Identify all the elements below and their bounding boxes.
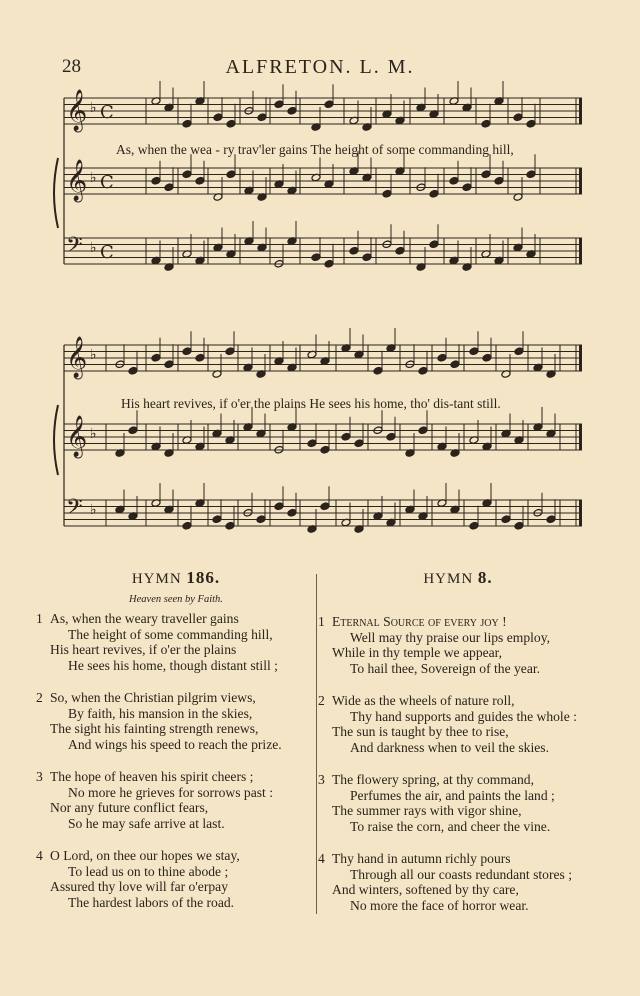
hymn-186-column — [36, 568, 316, 927]
verse-line — [36, 737, 316, 753]
verse-text: The height of some commanding hill, — [68, 626, 273, 642]
verse-number: 4 — [318, 851, 325, 866]
verse-line — [36, 658, 316, 674]
svg-text:C: C — [100, 102, 114, 123]
verse-text: And wings his speed to reach the prize. — [68, 736, 282, 752]
verse-text: The hardest labors of the road. — [68, 894, 235, 910]
verse-line — [318, 740, 598, 756]
verse-text: While in thy temple we appear, — [332, 645, 503, 660]
verse-line — [318, 724, 598, 740]
verse-line — [36, 848, 316, 864]
verse-text: The summer rays with vigor shine, — [332, 803, 522, 818]
verse — [36, 611, 316, 673]
verse-text: Wide as the wheels of nature roll, — [332, 693, 515, 708]
verse-text: To raise the corn, and cheer the vine. — [350, 818, 551, 834]
verse-text: Eternal Source of every joy ! — [332, 614, 507, 629]
verse-number: 4 — [36, 848, 43, 863]
verse-text: No more he grieves for sorrows past : — [68, 784, 273, 800]
verse-text: The sight his fainting strength renews, — [50, 721, 259, 736]
verse — [318, 614, 598, 676]
verse-line — [318, 693, 598, 709]
verse-line — [36, 690, 316, 706]
column-divider — [316, 574, 317, 914]
verse-text: And darkness when to veil the skies. — [350, 739, 549, 755]
verse-number: 2 — [36, 690, 43, 705]
verse — [36, 690, 316, 752]
svg-text:𝄞: 𝄞 — [66, 90, 88, 131]
verse-line — [318, 851, 598, 867]
verse — [318, 851, 598, 913]
verse-line — [36, 706, 316, 722]
verse-number: 3 — [36, 769, 43, 784]
verse-line — [318, 772, 598, 788]
hymn-186-title — [36, 568, 316, 588]
verse-text: Thy hand supports and guides the whole : — [350, 708, 577, 724]
verse-text: Nor any future conflict fears, — [50, 800, 209, 815]
hymn-186-number: 186. — [186, 568, 221, 587]
verse-number: 2 — [318, 693, 325, 708]
verse-text: Through all our coasts redundant stores ; — [350, 866, 572, 882]
verse-number: 3 — [318, 772, 325, 787]
svg-text:C: C — [100, 242, 114, 263]
verse-line — [36, 800, 316, 816]
verse — [318, 772, 598, 834]
verse-text: So, when the Christian pilgrim views, — [50, 690, 256, 705]
verse-text: Well may thy praise our lips employ, — [350, 629, 551, 645]
svg-text:♭: ♭ — [90, 426, 97, 442]
svg-text:𝄞: 𝄞 — [66, 416, 88, 457]
hymn-8-column — [318, 568, 598, 930]
verse-line — [36, 864, 316, 880]
verse-line — [36, 895, 316, 911]
verse-line — [318, 867, 598, 883]
verse-line — [36, 816, 316, 832]
tune-title: ALFRETON. L. M. — [225, 56, 415, 78]
verse-text: And winters, softened by thy care, — [332, 882, 519, 897]
verse-text: The flowery spring, at thy command, — [332, 772, 534, 787]
svg-text:♭: ♭ — [90, 170, 97, 186]
svg-text:C: C — [100, 172, 114, 193]
verse-text: To lead us on to thine abode ; — [68, 863, 229, 879]
verse-text: His heart revives, if o'er the plains — [50, 642, 237, 657]
svg-text:𝄢: 𝄢 — [66, 233, 83, 263]
svg-text:♭: ♭ — [90, 347, 97, 363]
verse-line — [318, 709, 598, 725]
verse-line — [36, 627, 316, 643]
svg-text:𝄢: 𝄢 — [66, 495, 83, 525]
verse-text: The sun is taught by thee to rise, — [332, 724, 509, 739]
verse-text: The hope of heaven his spirit cheers ; — [50, 769, 254, 784]
hymn-186-verses — [36, 611, 316, 910]
page-number: 28 — [62, 56, 81, 77]
svg-text:♭: ♭ — [90, 240, 97, 256]
verse-line — [36, 769, 316, 785]
verse-line — [36, 721, 316, 737]
verse-text: Assured thy love will far o'erpay — [50, 879, 228, 894]
lyrics-system-1: As, when the wea - ry trav'ler gains The height of some commanding hill, — [116, 142, 514, 157]
verse-text: To hail thee, Sovereign of the year. — [350, 660, 541, 676]
verse — [36, 848, 316, 910]
hymn-186-subtitle: Heaven seen by Faith. — [129, 594, 223, 605]
svg-text:𝄞: 𝄞 — [66, 160, 88, 201]
verse-number: 1 — [36, 611, 43, 626]
verse-text: O Lord, on thee our hopes we stay, — [50, 848, 240, 863]
verse-line — [318, 803, 598, 819]
svg-text:♭: ♭ — [90, 502, 97, 518]
hymn-8-title — [318, 568, 598, 588]
verse-line — [318, 819, 598, 835]
verse-text: Thy hand in autumn richly pours — [332, 851, 511, 866]
hymn-8-prefix: HYMN — [423, 571, 474, 587]
verse-line — [318, 898, 598, 914]
hymn-8-verses — [318, 614, 598, 913]
verse-text: No more the face of horror wear. — [350, 897, 529, 913]
verse-line — [318, 788, 598, 804]
verse-line — [318, 882, 598, 898]
verse-line — [318, 645, 598, 661]
verse-line — [36, 611, 316, 627]
svg-text:♭: ♭ — [90, 100, 97, 116]
verse-number: 1 — [318, 614, 325, 629]
verse-line — [36, 785, 316, 801]
verse-text: As, when the weary traveller gains — [50, 611, 239, 626]
verse-text: He sees his home, though distant still ; — [68, 657, 278, 673]
verse-line — [318, 614, 598, 630]
hymn-8-number: 8. — [477, 568, 493, 587]
verse — [318, 693, 598, 755]
verse — [36, 769, 316, 831]
verse-line — [318, 661, 598, 677]
lyrics-system-2: His heart revives, if o'er the plains He sees his home, tho' dis-tant still. — [121, 396, 501, 411]
verse-text: Perfumes the air, and paints the land ; — [350, 787, 555, 803]
verse-text: By faith, his mansion in the skies, — [68, 705, 253, 721]
verse-line — [36, 642, 316, 658]
svg-text:𝄞: 𝄞 — [66, 337, 88, 378]
verse-line — [36, 879, 316, 895]
verse-text: So he may safe arrive at last. — [68, 815, 225, 831]
hymn-186-prefix: HYMN — [131, 571, 182, 587]
verse-line — [318, 630, 598, 646]
